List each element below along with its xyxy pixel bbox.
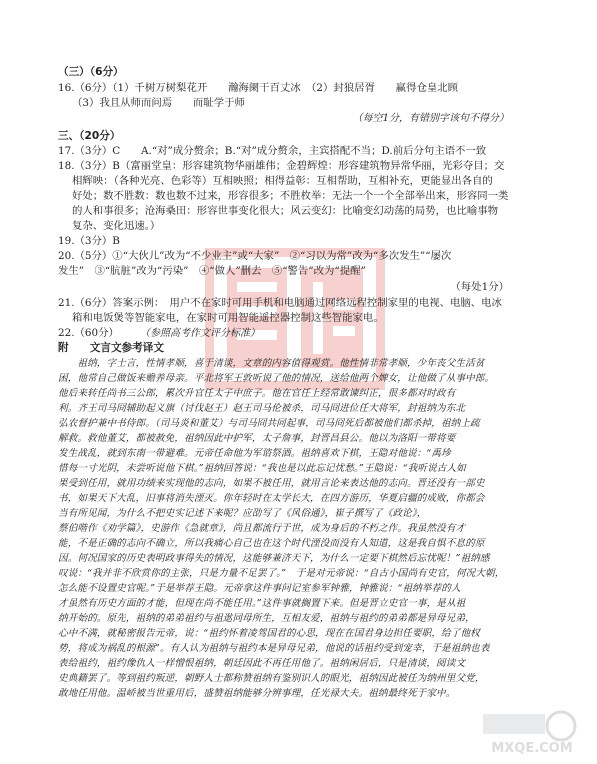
text-line: 纳开始的。原先，祖纳的弟弟祖约与祖逖同母所生，互相友爱，祖纳与祖约的弟弟都是异母兄弟， [58,613,475,624]
text-line: 16.（6分）（1）千树万树梨花开 瀚海阑干百丈冰 （2）封狼居胥 赢得仓皇北顾 [58,82,459,94]
text-line: 困，他常自己做饭来赡养母亲。平北将军王敦听说了他的情况，送给他两个婢女，让他做了从事中郎。 [58,373,495,384]
text-line: 书，如果天下大乱，旧事将消失湮灭。你年轻时在太学长大，在四方游历，华夏启疆的成败，你都会 [58,493,485,504]
text-line: 18.（3分）B（富丽堂皇：形容建筑物华丽雄伟；金碧辉煌：形容建筑物异常华丽，光彩夺目；交 [58,160,505,172]
text-line: （3）我且从师而问焉 而耻学于师 [72,97,245,109]
text-line: 19.（3分）B [58,235,120,247]
text-line: 才虽然有历史方面的才能，但现在尚不能任用。”这件事就搁置下来。但是晋立史官一事，是从祖 [58,598,466,609]
text-line: 解救。救他董艾，都被赦免，祖纳因此中护军，太子詹事，封晋昌县公。他以为洛阳一带将要 [58,433,456,444]
text-line: 怎么能不设置史官呢。”于是举荐王隐。元帝拿这件事问记室参军钟雅，钟雅说：“祖纳举荐的人 [58,583,461,594]
text-line: 史典籍罢了。等到祖约叛逆，朝野人士都称赞祖纳有鉴别识人的眼光，祖纳因此被任为纳州里父党， [58,673,485,684]
text-line: 弘农督护兼中书侍郎。（司马炎和董艾）与司马冏共同起事，司马冏死后都被他们都杀掉，祖纳上疏 [58,418,480,429]
text-line: 22.（60分） [58,327,119,339]
text-line: 惜每一寸光阴，未尝听说他下棋。”祖纳回答说：“我也是以此忘记忧愁。”王隐说：“我听说古人如 [58,463,466,474]
text-line: 心中不满，就秘密报告元帝，说：“祖约怀着凌驾国君的心思，现在在国君身边担任要职，给了他权 [58,628,480,639]
text-line: 箱和电饭煲等智能家电，在家时可用智能遥控器控制这些智能家电。 [72,312,384,324]
text-line: 当有所见闻，为什么不把史实记述下来呢？应劭写了《风俗通》，崔子撰写了《政论》， [58,508,427,519]
text-line: （参照高考作文评分标准） [140,328,260,339]
text-line: 蔡伯喈作《劝学篇》，史游作《急就章》，尚且都流行于世，成为身后的不朽之作。我虽然没有才 [58,523,466,534]
text-line: 果受到任用，就用功绩来实现他的志向，如果不被任用，就用言论来表达他的志向。晋还没有一部史 [58,478,485,489]
text-line: 20.（5分）①“大伙儿”改为“不少业主”或“大家” ②“习以为常”改为“多次发生”“屡次 [58,250,452,262]
text-line: 17.（3分）C A.“对”成分赘余；B.“对”成分赘余，主宾搭配不当；D.前后分句主语不一致 [58,145,487,157]
text-line: 好处；数不胜数：数也数不过来，形容很多；不胜枚举：无法一个一个全部举出来，形容同一类 [72,190,509,202]
text-line: 复杂、变化迅速。） [72,220,161,232]
text-line: 21.（6分）答案示例： 用户不在家时可用手机和电脑通过网络远程控制家里的电视、电脑、电冰 [58,297,502,309]
text-line: 祖纳，字士言，性情孝顺，喜于清谈，文章的内容值得观赏。他性情非常孝顺，少年丧父生活贫 [58,358,485,369]
text-line: 因。何况国家的历史表明政事得失的情况，这能够兼济天下，为什么一定要下棋然后忘忧呢！”祖纳感 [58,553,490,564]
text-line: 的人和事很多；沧海桑田：形容世事变化很大；风云变幻：比喻变幻动荡的局势，也比喻事物 [72,205,499,217]
text-line: 附 文言文参考译文 [58,342,164,354]
site-logo [477,708,587,756]
text-line: 发生” ③“肮脏”改为“污染” ④“做人”删去 ⑤“警告”改为“提醒” [58,265,366,277]
text-line: 叹说：“我并非不欣赏你的主张，只是力量不足罢了。” 于是对元帝说：“自古小国尚有史官，何况大朝， [58,568,505,579]
text-line: 三、（20分） [58,130,121,142]
text-line: （每空1分，有错别字该句不得分） [352,113,509,124]
text-line: （每处1分） [450,281,509,293]
text-line: 势，将成为祸乱的根源”。有人认为祖纳与祖约本是异母兄弟，他说的话祖约受到宠幸，于是祖纳也表 [58,643,490,654]
text-line: 他后来转任尚书三公郎，累次升官任太子中庶子。他在官任上经常敢谏纠正，很多都对时政有 [58,388,456,399]
text-line: 利。齐王司马冏辅助起义旗（讨伐赵王）赵王司马伦被杀，司马冏进位任大将军，封祖纳为东北 [58,403,466,414]
text-line: 相辉映：（各种光亮、色彩等）互相映照；相得益彰：互相帮助，互相补充，更能显出各自的 [72,175,493,187]
bottom-url: MXQE.COM [491,741,573,756]
text-line: （三）（6分） [58,66,124,78]
text-line: 能，不是正确的志向不确立，所以我痛心自己也在这个时代湮没而没有人知道，这是我自惧不息的原 [58,538,485,549]
text-line: 发生战乱，就到东南一带避难。元帝任命他为军谘祭酒。祖纳喜欢下棋，王隐对他说：“禹珍 [58,448,451,459]
text-line: 表给祖约，祖约像仇人一样憎恨祖纳，朝廷因此不再任用他了。祖纳闲居后，只是清谈，阅读文 [58,658,466,669]
text-line: 敢地任用他。温峤被当世重用后，盛赞祖纳能够分辨事理，任光禄大夫。祖纳最终死于家中。 [58,688,456,699]
